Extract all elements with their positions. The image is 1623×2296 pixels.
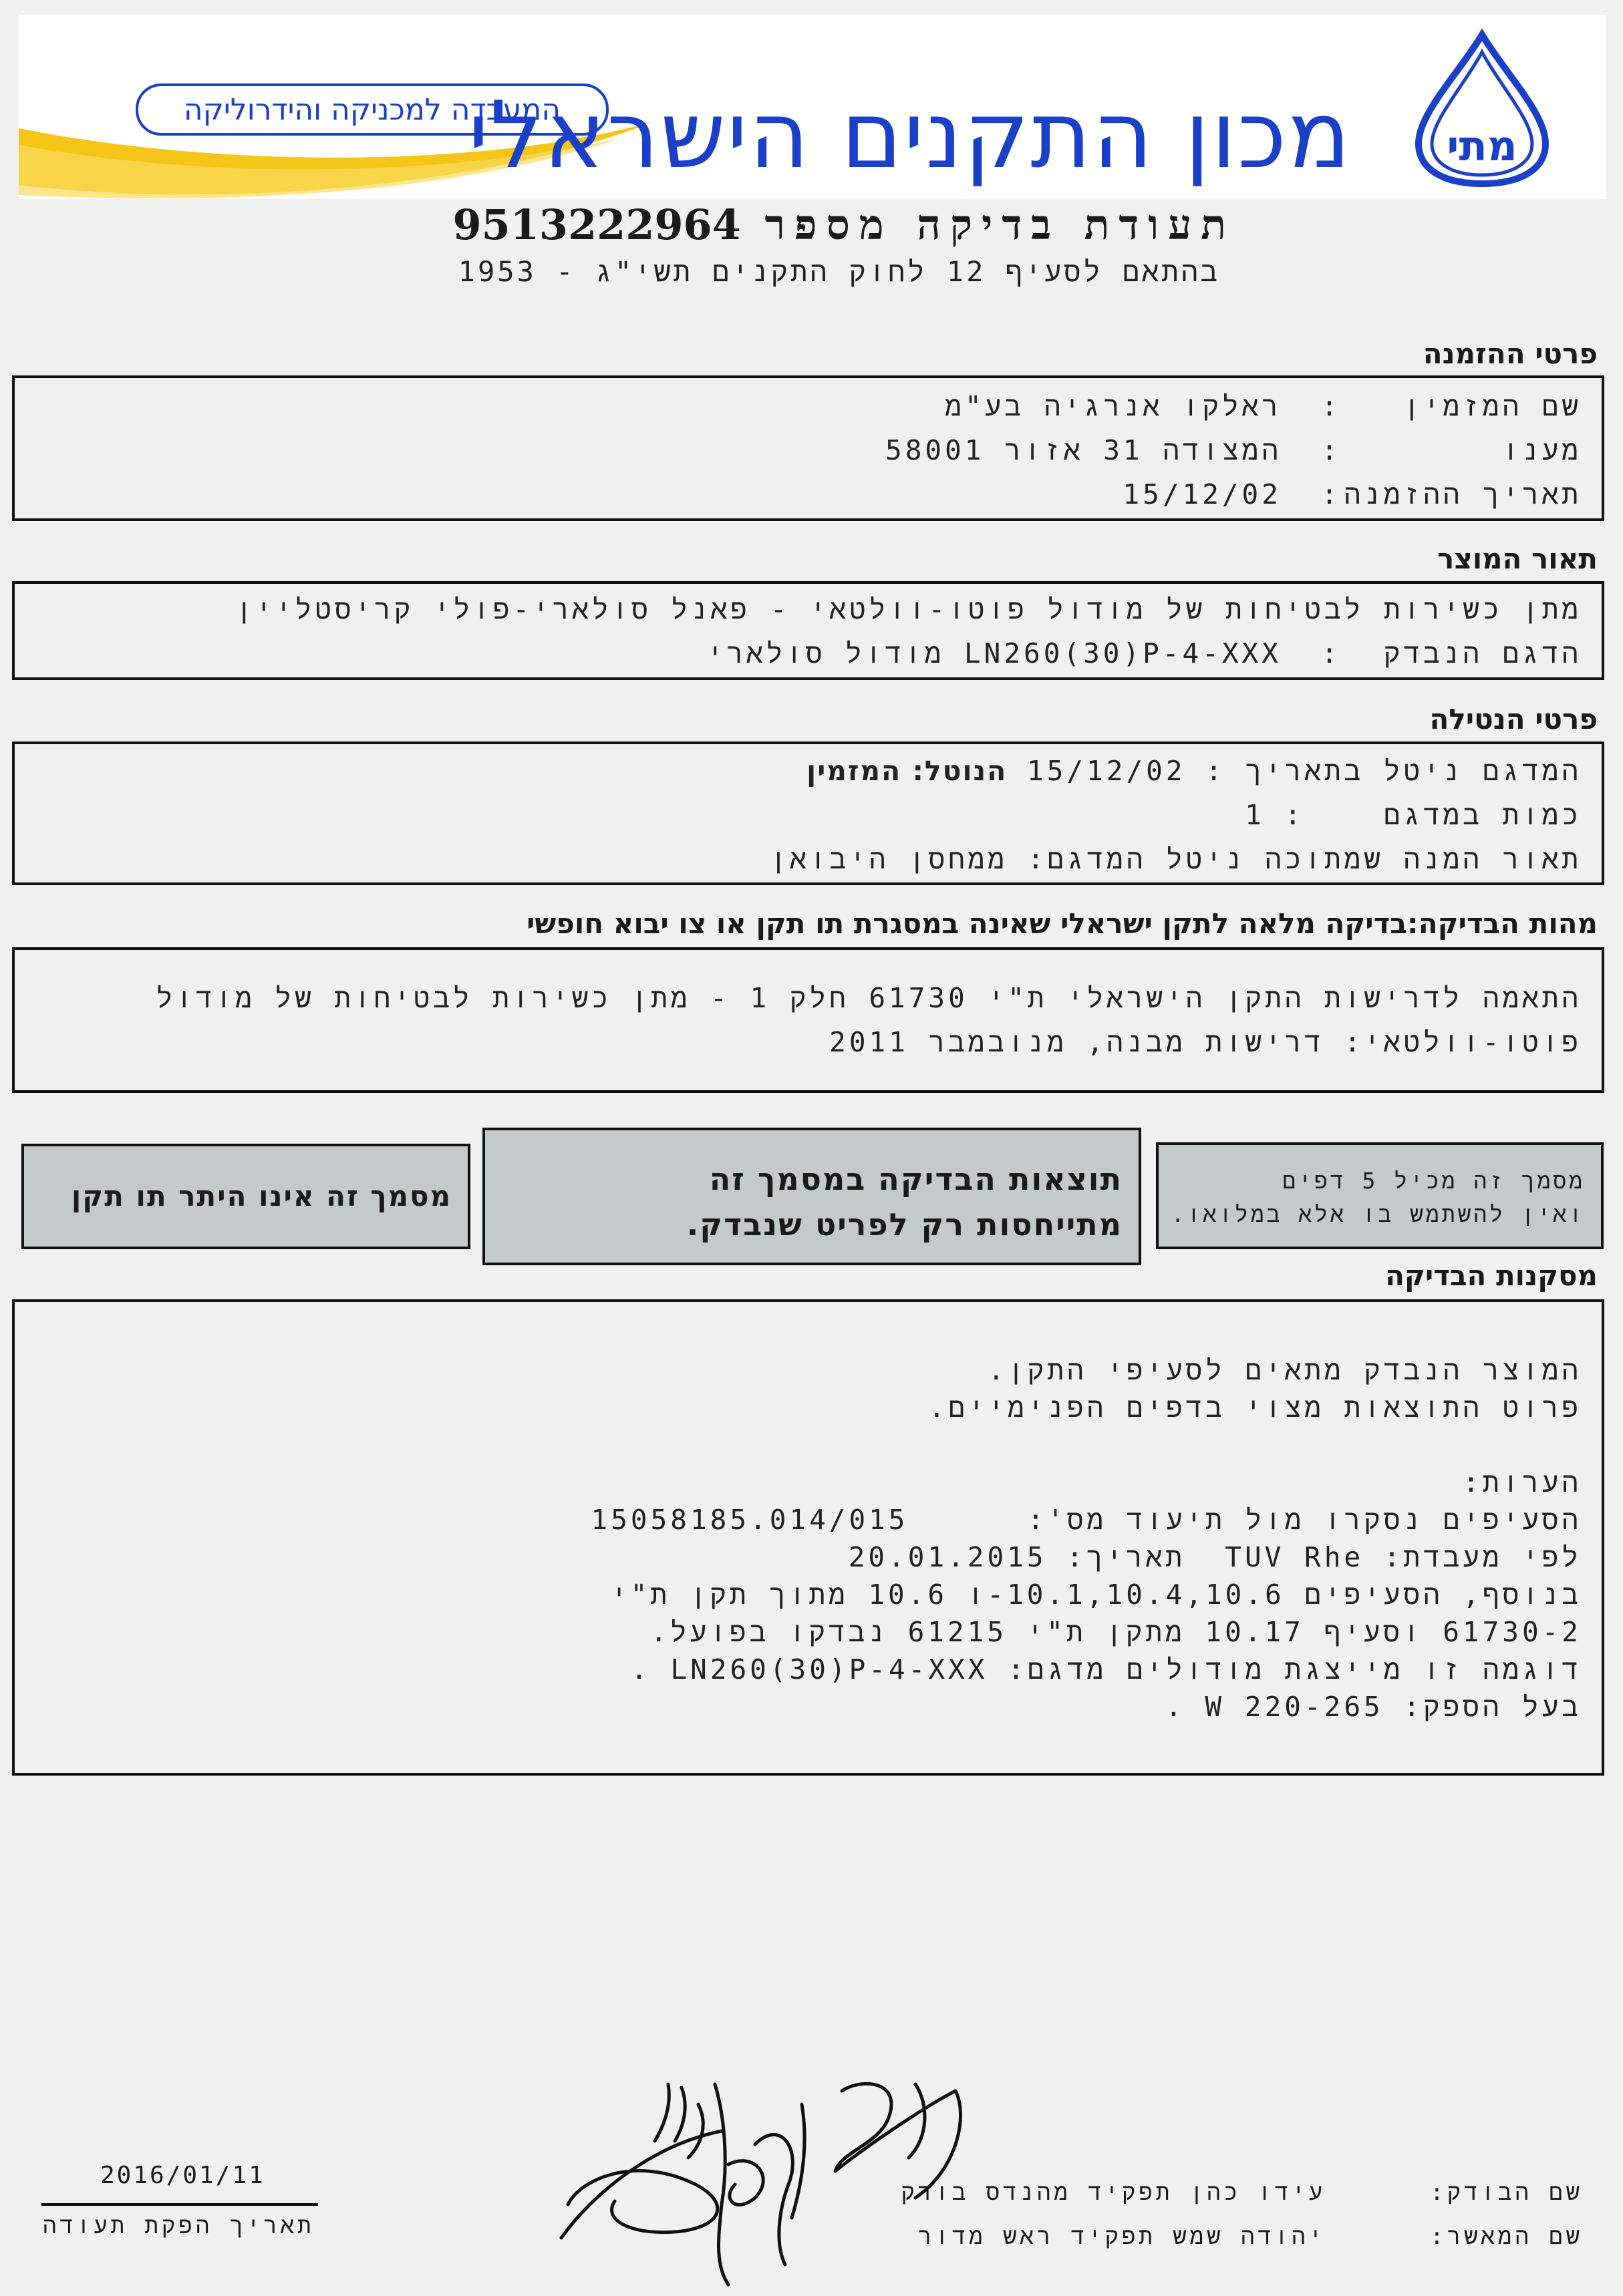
conclusion-line: בנוסף, הסעיפים 10.1,10.4,10.6-ו 10.6 מתוך תקן ת"י — [611, 1579, 1582, 1611]
logo-text: מתי — [1447, 122, 1517, 170]
org-name: מכון התקנים הישראלי — [468, 81, 1352, 189]
pages-notice — [1156, 1142, 1604, 1249]
tester-label: שם הבודק: — [1430, 2179, 1583, 2206]
not-permit-notice — [21, 1144, 470, 1249]
not-permit-text: מסמך זה אינו היתר תו תקן — [71, 1180, 452, 1212]
results-notice — [482, 1128, 1141, 1265]
order-value: ראלקו אנרגיה בע"מ — [945, 390, 1282, 422]
product-box — [12, 581, 1604, 680]
conclusions-box — [12, 1299, 1604, 1776]
conclusion-line: לפי מעבדת: TUV Rhe תאריך: 20.01.2015 — [848, 1541, 1582, 1573]
approver-value: יהודה שמש תפקיד ראש מדור — [918, 2223, 1326, 2250]
colon-separator: : — [1281, 637, 1341, 669]
model-label: הדגם הנבדק — [1383, 637, 1582, 669]
order-value: 15/12/02 — [1123, 478, 1282, 510]
model-value: LN260(30)P-4-XXX מודול סולארי — [706, 637, 1282, 669]
handwritten-signature — [555, 2064, 1009, 2291]
approver-label: שם המאשר: — [1430, 2223, 1583, 2250]
product-model-row — [707, 637, 1582, 671]
results-notice-line: תוצאות הבדיקה במסמך זה — [709, 1161, 1123, 1197]
sampling-heading: פרטי הנטילה — [1429, 703, 1598, 735]
conclusion-line: פרוט התוצאות מצוי בדפים הפנימיים. — [928, 1391, 1582, 1424]
sampling-date: המדגם ניטל בתאריך : 15/12/02 — [1007, 755, 1582, 787]
pages-notice-line: ואין להשתמש בו אלא במלואו. — [1171, 1201, 1585, 1227]
conclusion-line: דוגמה זו מייצגת מודולים מדגם: LN260(30)P-4-XXX . — [631, 1653, 1582, 1685]
sample-quantity: כמות במדגם : 1 — [1245, 799, 1582, 831]
matti-logo-icon — [1405, 27, 1559, 190]
order-label: מענו — [1502, 434, 1582, 466]
sampled-by: הנוטל: המזמין — [806, 755, 1008, 787]
conclusion-line: בעל הספק: 220-265 W . — [1165, 1691, 1582, 1723]
sampling-date-row — [806, 755, 1582, 789]
conclusion-line: הסעיפים נסקרו מול תיעוד מס': 15058185.014/015 — [591, 1504, 1582, 1536]
order-row — [945, 390, 1582, 424]
test-standard-line: התאמה לדרישות התקן הישראלי ת"י 61730 חלק 1 - מתן כשירות לבטיחות של מודול — [156, 982, 1582, 1014]
test-nature-heading: מהות הבדיקה:בדיקה מלאה לתקן ישראלי שאינה במסגרת תו תקן או צו יבוא חופשי — [527, 907, 1598, 940]
lot-description: תאור המנה שמתוכה ניטל המדגם: ממחסן היבואן — [770, 843, 1582, 875]
order-heading: פרטי ההזמנה — [1423, 337, 1598, 370]
colon-separator: : — [1281, 434, 1341, 466]
test-nature-box — [12, 947, 1604, 1093]
issue-date: 2016/01/11 — [100, 2162, 265, 2189]
order-box — [12, 375, 1604, 521]
tester-value: עידו כהן תפקיד מהנדס בודק — [901, 2179, 1326, 2206]
certificate-subtitle: בהתאם לסעיף 12 לחוק התקנים תשי"ג - 1953 — [458, 255, 1220, 288]
product-description: מתן כשירות לבטיחות של מודול פוטו-וולטאי - פאנל סולארי-פולי קריסטליין — [235, 593, 1582, 625]
remarks-label: הערות: — [1463, 1466, 1582, 1498]
lab-name-badge: המעבדה למכניקה והידרוליקה — [136, 84, 609, 136]
colon-separator: : — [1281, 390, 1341, 422]
results-notice-line: מתייחסות רק לפריט שנבדק. — [686, 1206, 1123, 1243]
order-value: המצודה 31 אזור 58001 — [885, 434, 1282, 466]
conclusion-line: 61730-2 וסעיף 10.17 מתקן ת"י 61215 נבדקו בפועל. — [650, 1616, 1582, 1648]
pages-notice-line: מסמך זה מכיל 5 דפים — [1282, 1168, 1585, 1194]
order-label: שם המזמין — [1403, 390, 1582, 422]
colon-separator: : — [1281, 478, 1341, 510]
conclusions-heading: מסקנות הבדיקה — [1385, 1259, 1598, 1292]
certificate-number: 9513222964 — [452, 200, 741, 249]
divider — [41, 2203, 318, 2206]
test-standard-line: פוטו-וולטאי: דרישות מבנה, מנובמבר 2011 — [829, 1026, 1582, 1058]
conclusion-line: המוצר הנבדק מתאים לסעיפי התקן. — [988, 1354, 1582, 1386]
sampling-box — [12, 742, 1604, 885]
certificate-title-label: תעודת בדיקה מספר — [764, 200, 1235, 249]
product-heading: תאור המוצר — [1437, 542, 1598, 575]
order-row — [1123, 478, 1582, 512]
certificate-title — [452, 200, 1235, 250]
order-label: תאריך ההזמנה — [1344, 478, 1582, 510]
header-banner — [19, 15, 1606, 199]
issue-date-label: תאריך הפקת תעודה — [43, 2212, 315, 2239]
order-row — [885, 434, 1582, 468]
